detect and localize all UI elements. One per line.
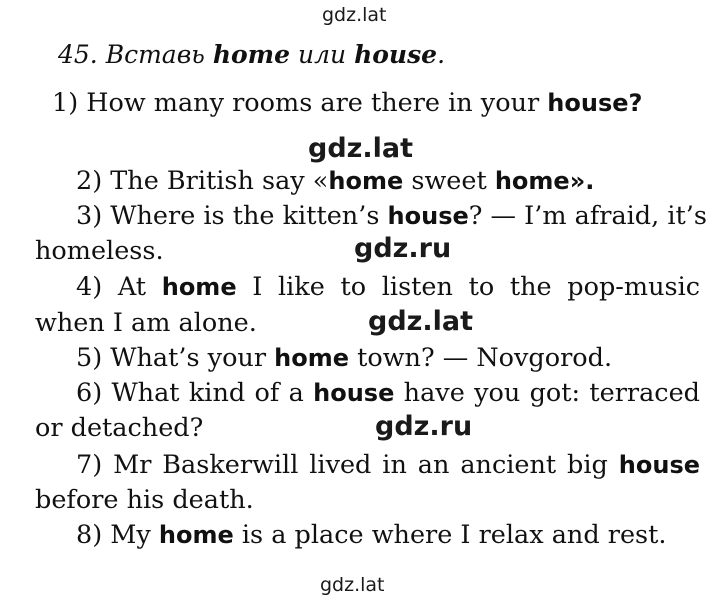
sentence-2-text-mid: sweet — [403, 166, 495, 196]
sentence-6-answer: house — [313, 379, 395, 407]
sentence-8-text-end: is a place where I relax and rest. — [241, 520, 667, 550]
sentence-8-answer: home — [158, 521, 234, 549]
sentence-6-text: 6) What kind of a — [76, 378, 304, 408]
watermark-gdz-lat-1: gdz.lat — [308, 133, 414, 164]
sentence-4-text-end: I like to listen to the pop-music — [252, 272, 701, 302]
sentence-3-text: 3) Where is the kitten’s — [76, 201, 380, 231]
sentence-1-text: 1) How many rooms are there in your — [52, 88, 540, 118]
sentence-7-continued: before his death. — [35, 485, 254, 515]
watermark-gdz-lat-2: gdz.lat — [368, 306, 474, 337]
sentence-4-text: 4) At — [76, 272, 147, 302]
task-text-mid: или — [298, 40, 347, 69]
sentence-5 — [76, 343, 720, 373]
sentence-3 — [76, 201, 707, 231]
watermark-top: gdz.lat — [322, 4, 387, 26]
task-heading — [58, 40, 445, 69]
task-word-house: house — [354, 40, 438, 69]
sentence-3-continued: homeless. — [35, 236, 164, 266]
task-word-home: home — [212, 40, 291, 69]
sentence-3-text-end: ? — I’m afraid, it’s — [468, 201, 707, 231]
sentence-8-text: 8) My — [76, 520, 151, 550]
task-number: 45. — [58, 40, 98, 69]
sentence-7-answer: house — [618, 451, 701, 479]
sentence-5-text: 5) What’s your — [76, 343, 267, 373]
watermark-bottom: gdz.lat — [320, 574, 385, 596]
task-text-before: Вставь — [105, 40, 205, 69]
sentence-4-answer: home — [161, 273, 237, 301]
sentence-6-text-end: have you got: terraced — [403, 378, 701, 408]
sentence-6 — [76, 378, 700, 408]
sentence-2 — [76, 166, 720, 196]
sentence-7 — [76, 450, 700, 480]
task-text-end: . — [437, 40, 446, 69]
watermark-gdz-ru-2: gdz.ru — [375, 411, 473, 442]
sentence-1 — [52, 88, 717, 118]
sentence-1-answer: house? — [547, 89, 643, 117]
sentence-2-answer-1: home — [328, 167, 404, 195]
sentence-4 — [76, 272, 700, 302]
sentence-8 — [76, 520, 720, 550]
sentence-2-answer-2: home». — [494, 167, 595, 195]
watermark-gdz-ru-1: gdz.ru — [354, 233, 452, 264]
sentence-5-answer: home — [274, 344, 349, 372]
sentence-3-answer: house — [387, 202, 469, 230]
sentence-5-text-end: town? — Novgorod. — [357, 343, 613, 373]
sentence-4-continued: when I am alone. — [35, 308, 257, 338]
sentence-6-continued: or detached? — [35, 413, 204, 443]
sentence-2-text: 2) The British say « — [76, 166, 329, 196]
sentence-7-text: 7) Mr Baskerwill lived in an ancient big — [76, 450, 608, 480]
